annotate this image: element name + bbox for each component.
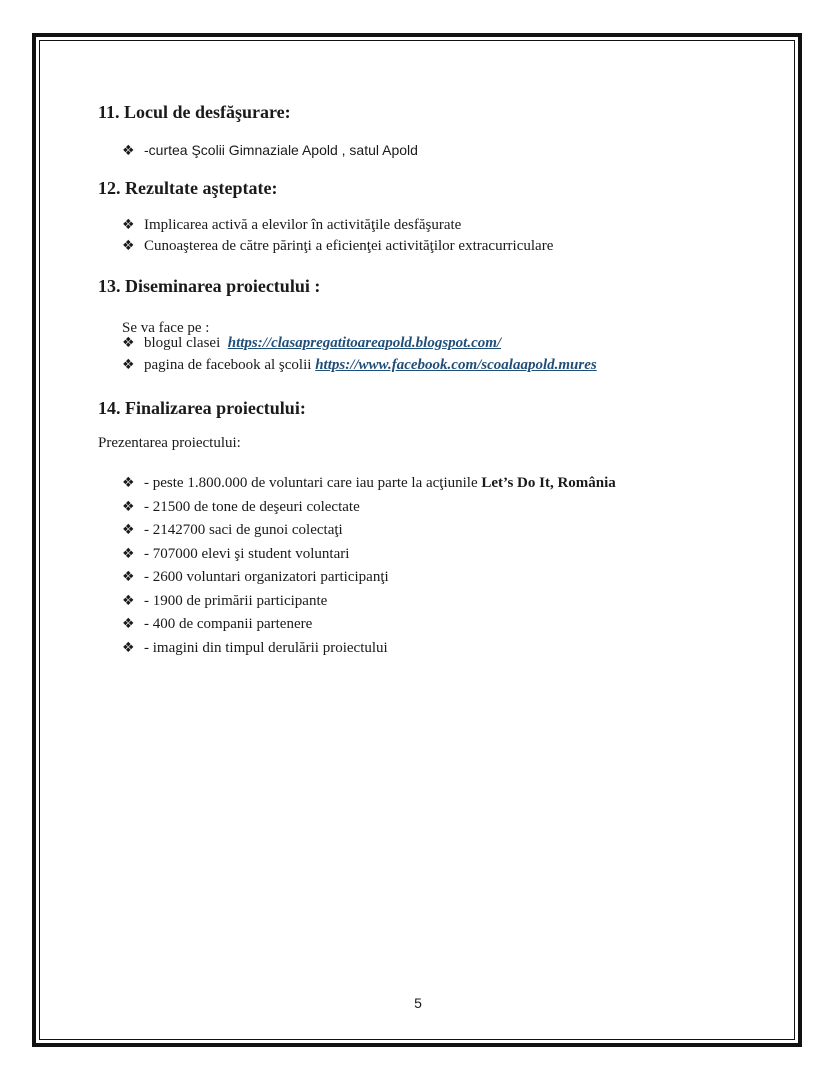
list-item: ❖ Cunoaşterea de către părinţi a eficienţei activităţilor extracurriculare [122,238,554,254]
section-13-intro: Se va face pe : [122,320,210,336]
section-13-heading: 13. Diseminarea proiectului : [98,276,321,296]
list-item: ❖ - 21500 de tone de deşeuri colectate [122,499,360,515]
bullet-icon: ❖ [122,546,135,562]
blog-link[interactable]: https://clasapregatitoareapold.blogspot.com/ [227,335,502,351]
list-item: ❖ - 400 de companii partenere [122,616,313,632]
list-item: ❖ -curtea Şcolii Gimnaziale Apold , satul Apold [122,142,418,159]
bullet-icon: ❖ [122,569,135,585]
section-11-heading: 11. Locul de desfăşurare: [98,102,291,122]
list-item: ❖ - 2600 voluntari organizatori participanţi [122,569,389,585]
page-number: 5 [414,995,422,1011]
list-item: ❖ - 2142700 saci de gunoi colectaţi [122,522,343,538]
section-14-heading: 14. Finalizarea proiectului: [98,398,306,418]
section-12-heading: 12. Rezultate aşteptate: [98,178,278,198]
bullet-icon: ❖ [122,522,135,538]
bullet-icon: ❖ [122,217,135,233]
bullet-icon: ❖ [122,640,135,656]
bullet-icon: ❖ [122,475,135,491]
bullet-icon: ❖ [122,499,135,515]
list-item: ❖ - peste 1.800.000 de voluntari care iau parte la acţiunile Let’s Do It, România [122,475,616,491]
bullet-icon: ❖ [122,143,135,159]
bullet-icon: ❖ [122,335,135,351]
bullet-icon: ❖ [122,616,135,632]
facebook-link[interactable]: https://www.facebook.com/scoalaapold.mures [315,357,597,373]
list-item: ❖ - 1900 de primării participante [122,593,328,609]
list-item: ❖ Implicarea activă a elevilor în activităţile desfăşurate [122,217,462,233]
section-14-intro: Prezentarea proiectului: [98,435,241,451]
bullet-icon: ❖ [122,593,135,609]
list-item: ❖ blogul clasei https://clasapregatitoareapold.blogspot.com/ [122,335,502,351]
list-item: ❖ - imagini din timpul derulării proiectului [122,640,388,656]
bullet-icon: ❖ [122,238,135,254]
bullet-icon: ❖ [122,357,135,373]
list-item: ❖ - 707000 elevi şi student voluntari [122,546,350,562]
list-item: ❖ pagina de facebook al şcolii https://www.facebook.com/scoalaapold.mures [122,357,597,373]
